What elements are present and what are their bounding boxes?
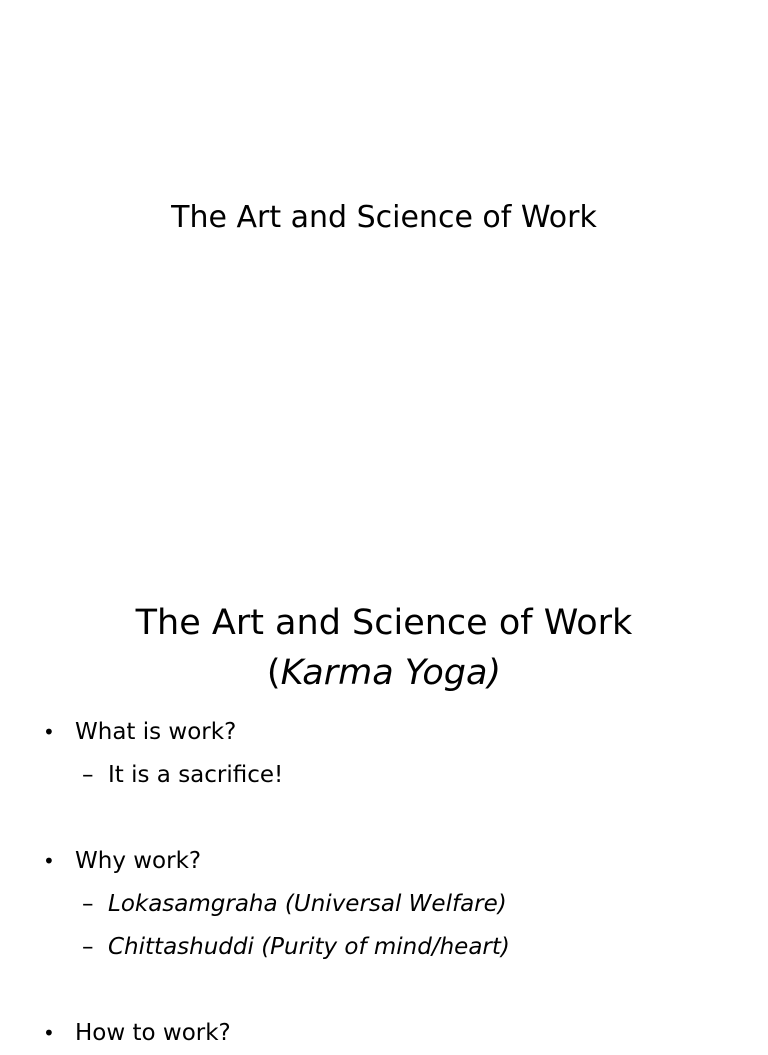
sub-bullet-item bbox=[0, 754, 768, 797]
bullet-text: How to work? bbox=[75, 1020, 231, 1046]
slide-2-title-line-1: The Art and Science of Work bbox=[135, 603, 633, 643]
bullet-text: Why work? bbox=[75, 848, 202, 874]
bullet-icon: • bbox=[43, 720, 55, 744]
bullet-item bbox=[0, 840, 768, 883]
title-paren: ( bbox=[266, 653, 281, 693]
sub-bullet-item bbox=[0, 926, 768, 969]
bullet-list bbox=[0, 711, 768, 1055]
sub-bullet-text: It is a sacrifice! bbox=[108, 762, 284, 788]
spacer bbox=[0, 969, 768, 1012]
bullet-icon: • bbox=[43, 1021, 55, 1045]
bullet-item bbox=[0, 1012, 768, 1055]
dash-icon: – bbox=[82, 934, 94, 960]
title-subtitle-italic: Karma Yoga) bbox=[280, 653, 502, 693]
sub-bullet-item bbox=[0, 883, 768, 926]
slide-2-title-line-2 bbox=[0, 648, 768, 698]
spacer bbox=[0, 797, 768, 840]
dash-icon: – bbox=[82, 762, 94, 788]
slide-2-title bbox=[0, 598, 768, 698]
slide-1-title: The Art and Science of Work bbox=[171, 200, 597, 235]
bullet-item bbox=[0, 711, 768, 754]
bullet-text: What is work? bbox=[75, 719, 237, 745]
dash-icon: – bbox=[82, 891, 94, 917]
bullet-icon: • bbox=[43, 849, 55, 873]
sub-bullet-text: Chittashuddi (Purity of mind/heart) bbox=[108, 934, 510, 960]
sub-bullet-text: Lokasamgraha (Universal Welfare) bbox=[108, 891, 507, 917]
slide-2 bbox=[0, 576, 768, 1046]
